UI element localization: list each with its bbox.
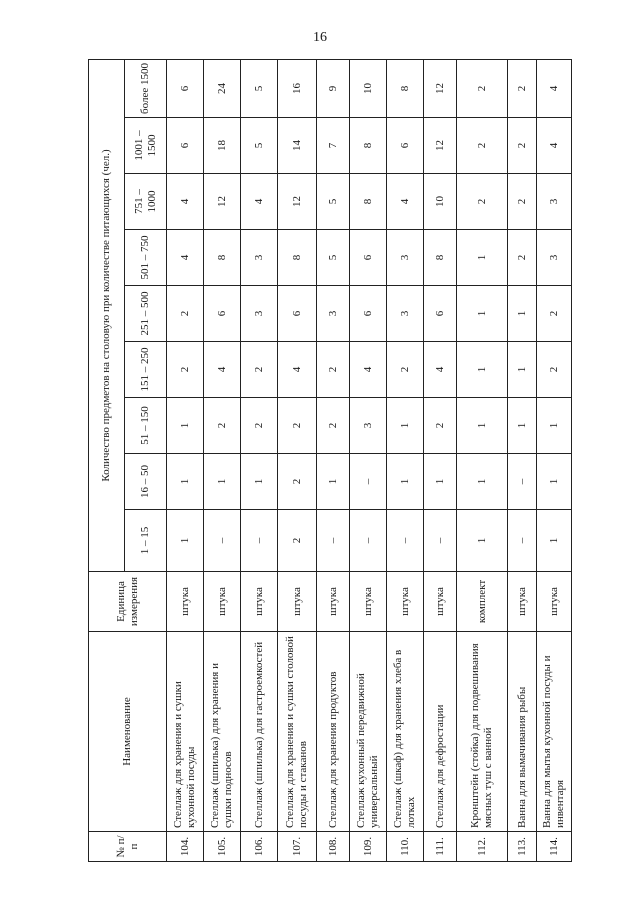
row-num: 110. xyxy=(386,832,423,862)
row-value: 12 xyxy=(423,59,456,117)
row-value: 4 xyxy=(349,342,386,398)
row-name: Ванна для мытья кухонной посуды и инвентаря xyxy=(537,632,572,832)
row-value: – xyxy=(349,454,386,510)
row-value: 3 xyxy=(386,230,423,286)
table-row xyxy=(317,59,350,861)
row-unit: штука xyxy=(317,572,350,632)
row-value: 8 xyxy=(423,230,456,286)
row-value: 1 xyxy=(537,454,572,510)
row-unit: штука xyxy=(508,572,537,632)
row-value: 1 xyxy=(537,510,572,572)
row-value: 8 xyxy=(204,230,241,286)
row-value: 10 xyxy=(349,59,386,117)
table-row xyxy=(349,59,386,861)
row-value: 5 xyxy=(317,230,350,286)
row-value: 6 xyxy=(386,118,423,174)
table-row xyxy=(456,59,507,861)
row-value: 2 xyxy=(386,342,423,398)
row-value: 3 xyxy=(349,398,386,454)
table-row xyxy=(167,59,204,861)
row-value: 2 xyxy=(278,510,317,572)
row-unit: штука xyxy=(278,572,317,632)
row-value: – xyxy=(386,510,423,572)
row-value: 1 xyxy=(167,454,204,510)
row-value: – xyxy=(349,510,386,572)
row-value: 2 xyxy=(508,174,537,230)
header-group: Количество предметов на столовую при количестве питающихся (чел.) xyxy=(89,59,125,571)
row-value: 6 xyxy=(349,286,386,342)
row-value: 8 xyxy=(349,118,386,174)
row-value: 2 xyxy=(278,454,317,510)
row-num: 113. xyxy=(508,832,537,862)
row-value: 2 xyxy=(456,118,507,174)
row-value: 1 xyxy=(537,398,572,454)
header-range: 501 – 750 xyxy=(125,230,167,286)
row-value: – xyxy=(241,510,278,572)
row-value: 2 xyxy=(456,174,507,230)
row-value: 2 xyxy=(508,230,537,286)
row-value: 5 xyxy=(241,118,278,174)
row-unit: штука xyxy=(349,572,386,632)
row-value: 1 xyxy=(456,454,507,510)
header-range: 51 – 150 xyxy=(125,398,167,454)
header-range: 1001 – 1500 xyxy=(125,118,167,174)
header-range: 751 – 1000 xyxy=(125,174,167,230)
row-value: 7 xyxy=(317,118,350,174)
header-range: 1 – 15 xyxy=(125,510,167,572)
row-value: 1 xyxy=(456,342,507,398)
row-value: 1 xyxy=(386,398,423,454)
row-name: Стеллаж (шпилька) для гастроемкостей xyxy=(241,632,278,832)
row-value: 1 xyxy=(456,230,507,286)
row-unit: штука xyxy=(204,572,241,632)
header-unit: Единица измерения xyxy=(89,572,167,632)
row-value: 1 xyxy=(508,286,537,342)
row-num: 112. xyxy=(456,832,507,862)
row-value: 1 xyxy=(317,454,350,510)
header-num: № п/п xyxy=(89,832,167,862)
row-value: 5 xyxy=(317,174,350,230)
row-value: – xyxy=(204,510,241,572)
row-value: 2 xyxy=(456,59,507,117)
row-value: 4 xyxy=(537,59,572,117)
row-value: 3 xyxy=(241,230,278,286)
row-value: 6 xyxy=(278,286,317,342)
row-value: 2 xyxy=(167,342,204,398)
table-row xyxy=(278,59,317,861)
row-value: 14 xyxy=(278,118,317,174)
row-value: 1 xyxy=(456,398,507,454)
row-value: 6 xyxy=(204,286,241,342)
row-value: 2 xyxy=(278,398,317,454)
row-value: 4 xyxy=(386,174,423,230)
table-row xyxy=(537,59,572,861)
row-value: 1 xyxy=(456,510,507,572)
row-value: 12 xyxy=(278,174,317,230)
row-value: 8 xyxy=(349,174,386,230)
equipment-table-container xyxy=(88,60,572,862)
table-row xyxy=(423,59,456,861)
row-value: 2 xyxy=(317,398,350,454)
table-row xyxy=(508,59,537,861)
row-name: Стеллаж кухонный передвижной универсальный xyxy=(349,632,386,832)
row-value: 2 xyxy=(241,398,278,454)
row-value: 6 xyxy=(423,286,456,342)
row-value: 4 xyxy=(423,342,456,398)
row-unit: штука xyxy=(423,572,456,632)
row-value: 2 xyxy=(241,342,278,398)
row-value: 1 xyxy=(167,398,204,454)
row-value: – xyxy=(317,510,350,572)
row-value: 3 xyxy=(241,286,278,342)
rotated-table-wrapper xyxy=(88,60,572,862)
header-range: 151 – 250 xyxy=(125,342,167,398)
row-unit: комплект xyxy=(456,572,507,632)
row-name: Кронштейн (стойка) для подвешивания мясных туш с ванной xyxy=(456,632,507,832)
row-value: – xyxy=(423,510,456,572)
header-range: более 1500 xyxy=(125,59,167,117)
row-name: Стеллаж для хранения продуктов xyxy=(317,632,350,832)
header-row-top xyxy=(89,59,125,861)
row-name: Стеллаж для хранения и сушки столовой посуды и стаканов xyxy=(278,632,317,832)
row-value: – xyxy=(508,454,537,510)
row-value: 1 xyxy=(508,398,537,454)
row-value: 2 xyxy=(423,398,456,454)
row-value: 24 xyxy=(204,59,241,117)
row-value: – xyxy=(508,510,537,572)
row-value: 9 xyxy=(317,59,350,117)
row-value: 3 xyxy=(537,174,572,230)
row-value: 6 xyxy=(349,230,386,286)
row-value: 1 xyxy=(386,454,423,510)
header-range: 16 – 50 xyxy=(125,454,167,510)
row-value: 3 xyxy=(386,286,423,342)
row-value: 4 xyxy=(278,342,317,398)
row-name: Стеллаж для хранения и сушки кухонной посуды xyxy=(167,632,204,832)
row-value: 3 xyxy=(537,230,572,286)
row-value: 2 xyxy=(317,342,350,398)
row-value: 2 xyxy=(204,398,241,454)
header-name: Наименование xyxy=(89,632,167,832)
row-unit: штука xyxy=(167,572,204,632)
row-value: 2 xyxy=(537,342,572,398)
row-value: 5 xyxy=(241,59,278,117)
row-value: 1 xyxy=(204,454,241,510)
row-num: 105. xyxy=(204,832,241,862)
row-value: 4 xyxy=(167,230,204,286)
table-row xyxy=(386,59,423,861)
row-value: 1 xyxy=(167,510,204,572)
row-value: 2 xyxy=(508,118,537,174)
row-value: 1 xyxy=(241,454,278,510)
row-value: 8 xyxy=(278,230,317,286)
row-unit: штука xyxy=(386,572,423,632)
header-range: 251 – 500 xyxy=(125,286,167,342)
row-name: Стеллаж (шпилька) для хранения и сушки подносов xyxy=(204,632,241,832)
row-unit: штука xyxy=(241,572,278,632)
row-value: 4 xyxy=(537,118,572,174)
row-value: 4 xyxy=(167,174,204,230)
row-value: 16 xyxy=(278,59,317,117)
table-row xyxy=(241,59,278,861)
row-num: 107. xyxy=(278,832,317,862)
row-value: 6 xyxy=(167,59,204,117)
row-num: 108. xyxy=(317,832,350,862)
row-num: 106. xyxy=(241,832,278,862)
row-value: 6 xyxy=(167,118,204,174)
row-value: 2 xyxy=(508,59,537,117)
row-name: Ванна для вымачивания рыбы xyxy=(508,632,537,832)
row-value: 1 xyxy=(508,342,537,398)
table-row xyxy=(204,59,241,861)
row-value: 3 xyxy=(317,286,350,342)
row-value: 8 xyxy=(386,59,423,117)
row-value: 2 xyxy=(537,286,572,342)
row-value: 1 xyxy=(456,286,507,342)
row-num: 114. xyxy=(537,832,572,862)
row-unit: штука xyxy=(537,572,572,632)
row-value: 12 xyxy=(204,174,241,230)
row-value: 4 xyxy=(204,342,241,398)
page-number: 16 xyxy=(313,30,327,45)
row-name: Стеллаж (шкаф) для хранения хлеба в лотках xyxy=(386,632,423,832)
row-name: Стеллаж для дефростации xyxy=(423,632,456,832)
row-num: 109. xyxy=(349,832,386,862)
equipment-table xyxy=(88,59,572,862)
row-num: 104. xyxy=(167,832,204,862)
row-value: 2 xyxy=(167,286,204,342)
row-num: 111. xyxy=(423,832,456,862)
row-value: 18 xyxy=(204,118,241,174)
row-value: 1 xyxy=(423,454,456,510)
row-value: 10 xyxy=(423,174,456,230)
row-value: 4 xyxy=(241,174,278,230)
row-value: 12 xyxy=(423,118,456,174)
